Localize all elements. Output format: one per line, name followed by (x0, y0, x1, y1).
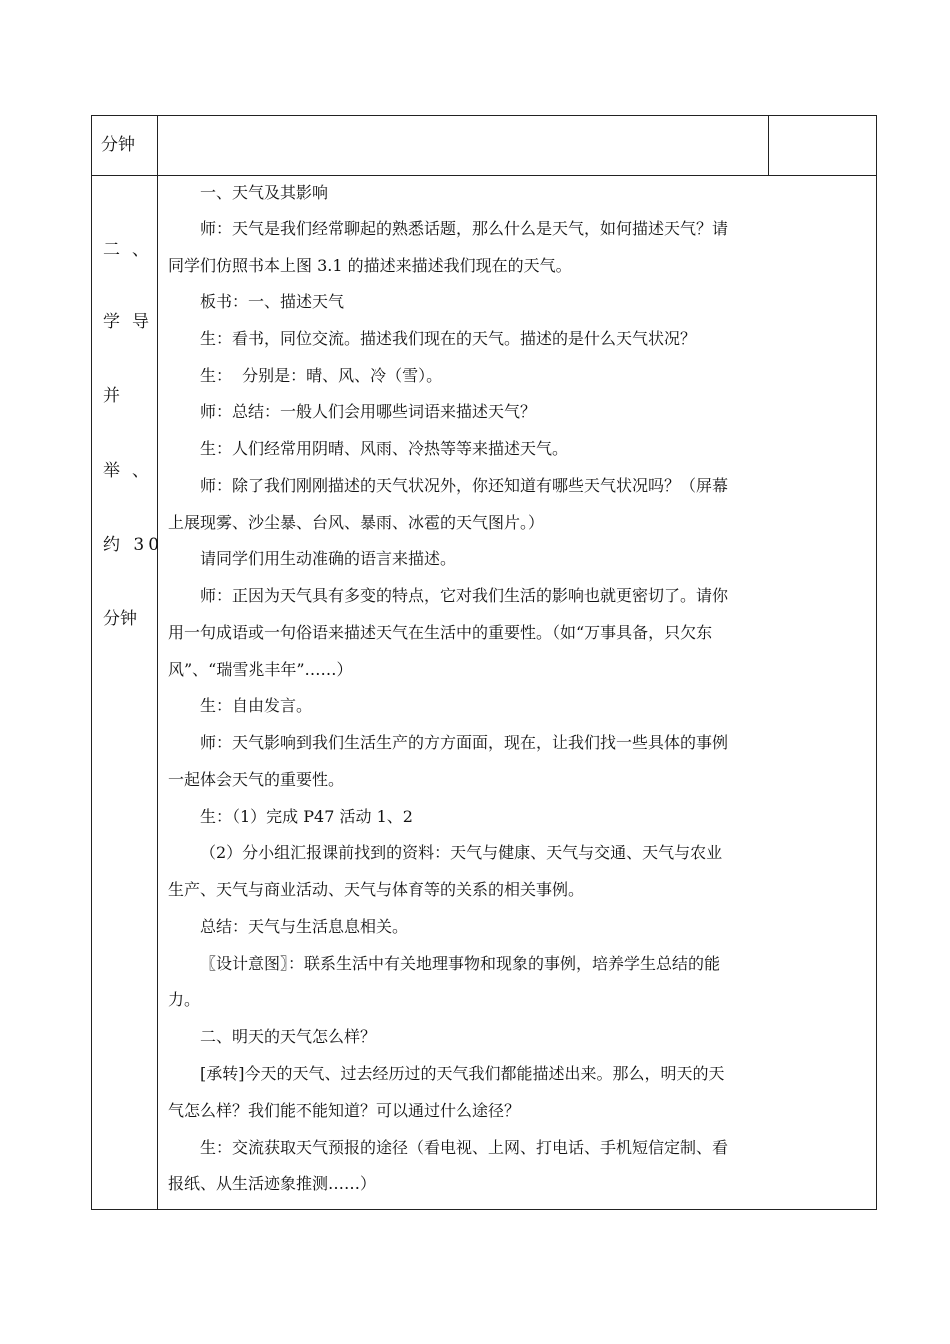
stage-label-line-1: 二、 (103, 240, 161, 260)
content-line: 生：人们经常用阴晴、风雨、冷热等等来描述天气。 (200, 439, 569, 458)
stage-label-line-5: 约 30 (103, 535, 164, 555)
content-line: 生产、天气与商业活动、天气与体育等的关系的相关事例。 (168, 880, 585, 899)
content-line: 师：总结：一般人们会用哪些词语来描述天气？ (200, 402, 537, 421)
content-line: 二、明天的天气怎么样？ (200, 1027, 377, 1046)
content-line: 生：交流获取天气预报的途径（看电视、上网、打电话、手机短信定制、看 (200, 1138, 729, 1157)
content-line: 气怎么样？我们能不能知道？可以通过什么途径？ (168, 1101, 521, 1120)
table-border-right (876, 115, 877, 1210)
content-line: 师：除了我们刚刚描述的天气状况外，你还知道有哪些天气状况吗？（屏幕 (200, 476, 729, 495)
content-line: 师：正因为天气具有多变的特点，它对我们生活的影响也就更密切了。请你 (200, 586, 729, 605)
content-line: 力。 (168, 990, 201, 1009)
content-line: 总结：天气与生活息息相关。 (200, 917, 409, 936)
content-line: 生： 分别是：晴、风、冷（雪）。 (200, 366, 443, 385)
stage-label-line-3: 并 (103, 386, 120, 406)
content-line: 板书：一、描述天气 (200, 292, 345, 311)
content-line: 请同学们用生动准确的语言来描述。 (200, 549, 457, 568)
row1-time-cell: 分钟 (101, 135, 135, 155)
content-line: 生：看书，同位交流。描述我们现在的天气。描述的是什么天气状况？ (200, 329, 697, 348)
table-row-divider (91, 175, 877, 176)
stage-label-line-4: 举、 (103, 461, 161, 481)
table-border-top (91, 115, 877, 116)
content-line: 报纸、从生活迹象推测……） (168, 1174, 377, 1193)
table-border-left (91, 115, 92, 1210)
table-col-divider-2 (768, 115, 769, 176)
content-line: 师：天气是我们经常聊起的熟悉话题，那么什么是天气，如何描述天气？请 (200, 219, 729, 238)
stage-label-line-6: 分钟 (103, 609, 137, 629)
content-line: [承转]今天的天气、过去经历过的天气我们都能描述出来。那么，明天的天 (200, 1064, 725, 1083)
stage-label-line-2: 学导 (103, 312, 161, 332)
content-line: 生：（1）完成 P47 活动 1、2 (200, 807, 413, 826)
table-border-bottom (91, 1209, 877, 1210)
content-line: 同学们仿照书本上图 3.1 的描述来描述我们现在的天气。 (168, 256, 572, 275)
content-line: 用一句成语或一句俗语来描述天气在生活中的重要性。（如“万事具备，只欠东 (168, 623, 713, 642)
content-line: 一、天气及其影响 (200, 183, 329, 202)
content-line: 生：自由发言。 (200, 696, 313, 715)
content-line: 上展现雾、沙尘暴、台风、暴雨、冰雹的天气图片。） (168, 513, 545, 532)
content-line: （2）分小组汇报课前找到的资料：天气与健康、天气与交通、天气与农业 (200, 843, 723, 862)
content-line: 〖设计意图〗：联系生活中有关地理事物和现象的事例，培养学生总结的能 (200, 954, 721, 973)
content-line: 师：天气影响到我们生活生产的方方面面，现在，让我们找一些具体的事例 (200, 733, 729, 752)
table-col-divider-1 (157, 115, 158, 1210)
content-line: 风”、“瑞雪兆丰年”……） (168, 660, 353, 679)
content-line: 一起体会天气的重要性。 (168, 770, 345, 789)
